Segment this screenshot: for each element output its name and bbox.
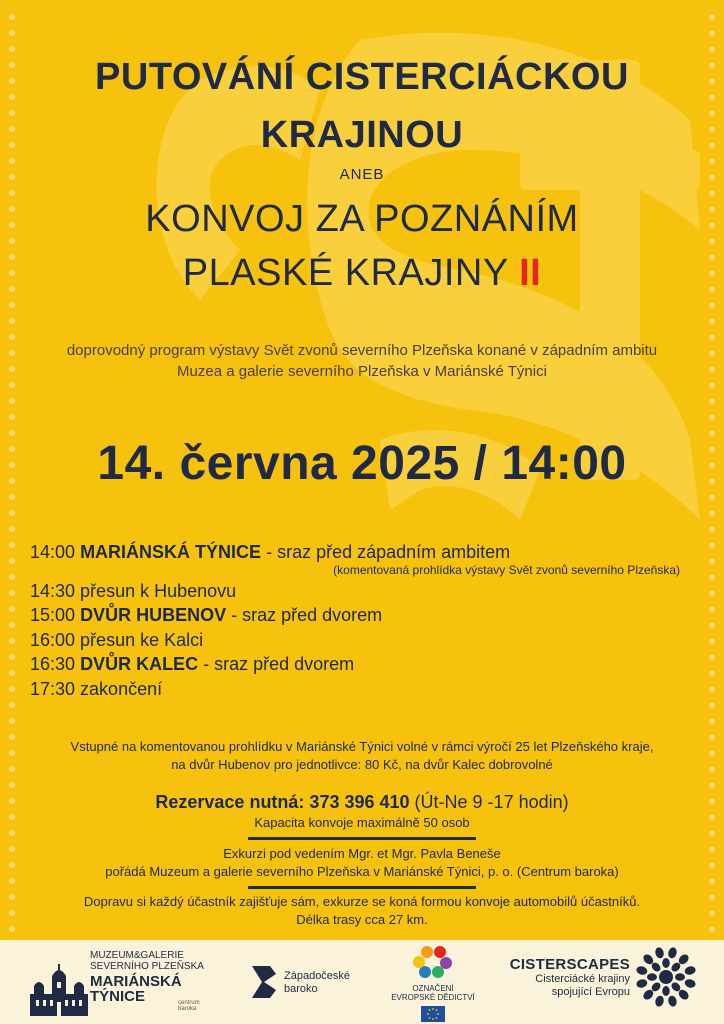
region-logo	[250, 964, 370, 1004]
schedule-row-5	[30, 652, 700, 677]
cisterscapes-logo	[495, 954, 720, 1018]
heritage-flower-icon	[413, 944, 453, 978]
church-icon	[28, 964, 90, 1018]
heritage-line1: OZNAČENÍ	[412, 984, 454, 993]
schedule-time: 15:00	[30, 605, 76, 625]
schedule-place: DVŮR HUBENOV	[80, 605, 227, 625]
main-title-line2: KRAJINOU	[260, 114, 464, 156]
rosette-petal	[675, 973, 685, 981]
entry-line1: Vstupné na komentovanou prohlídku v Mariánské Týnici volné v rámci výročí 25 let Plzeňského kraje,	[70, 739, 654, 754]
schedule-list	[30, 540, 700, 701]
schedule-text: zakončení	[75, 678, 163, 699]
subtitle-line2-text: PLASKÉ KRAJINY	[182, 252, 509, 294]
title-block	[0, 48, 724, 164]
heritage-line2: EVROPSKÉ DĚDICTVÍ	[391, 993, 475, 1002]
museum-big1: MARIÁNSKÁ	[90, 973, 182, 990]
rosette-petal	[684, 965, 697, 976]
reservation-hours: (Út-Ne 9 -17 hodin)	[414, 792, 569, 812]
rosette-petal	[635, 978, 648, 989]
museum-logo	[28, 950, 228, 1020]
schedule-row-6	[30, 677, 700, 702]
region-logo-icon	[250, 964, 278, 1000]
region-logo-text	[284, 970, 350, 996]
cisterscapes-rosette-icon	[635, 946, 697, 1008]
roman-numeral: II	[519, 252, 542, 294]
schedule-text: přesun ke Kalci	[75, 629, 204, 650]
rosette-petal	[684, 978, 697, 989]
rosette-petal	[654, 995, 665, 1008]
intro-text	[0, 340, 724, 382]
schedule-time: 14:00	[30, 542, 76, 562]
schedule-row-2	[30, 579, 700, 604]
rosette-petal	[667, 946, 678, 959]
rosette-petal	[654, 946, 665, 959]
footer-logos	[0, 940, 724, 1024]
entry-fee-text	[0, 738, 724, 774]
entry-line2: na dvůr Hubenov pro jednotlivce: 80 Kč, na dvůr Kalec dobrovolné	[171, 757, 553, 772]
schedule-time: 17:30	[30, 678, 76, 699]
heritage-logo-text	[383, 984, 483, 1002]
schedule-row-1	[30, 540, 700, 565]
transport-text	[0, 893, 724, 929]
schedule-place: MARIÁNSKÁ TÝNICE	[80, 542, 262, 562]
museum-tiny: centrum baroka	[178, 1000, 200, 1012]
divider-bottom	[248, 886, 476, 889]
schedule-time: 16:30	[30, 654, 76, 674]
aneb-label: ANEB	[339, 166, 385, 183]
cisterscapes-line2: spojující Evropu	[551, 986, 630, 998]
subtitle-block	[0, 192, 724, 300]
divider-top	[248, 837, 476, 840]
guide-line2: pořádá Muzeum a galerie severního Plzeňska v Mariánské Týnici, p. o. (Centrum baroka)	[105, 864, 619, 879]
schedule-text: - sraz před dvorem	[198, 654, 355, 674]
eu-flag-icon	[421, 1006, 445, 1022]
reservation-line	[0, 792, 724, 813]
reservation-phone: Rezervace nutná: 373 396 410	[155, 792, 410, 812]
rosette-petal	[662, 986, 670, 996]
capacity-text: Kapacita konvoje maximálně 50 osob	[254, 815, 470, 830]
museum-line1: MUZEUM&GALERIE	[90, 950, 184, 961]
rosette-petal	[635, 965, 648, 976]
guide-text	[0, 845, 724, 881]
museum-logo-text	[90, 950, 204, 1012]
subtitle-line2	[0, 246, 724, 300]
cisterscapes-title: CISTERSCAPES	[509, 956, 630, 973]
schedule-text: - sraz před západním ambitem	[261, 542, 511, 562]
region-line2: baroko	[284, 983, 318, 995]
schedule-note: (komentovaná prohlídka výstavy Svět zvonů severního Plzeňska)	[333, 562, 680, 577]
intro-line2: Muzea a galerie severního Plzeňska v Mariánské Týnici	[177, 363, 547, 380]
schedule-time: 16:00	[30, 629, 76, 650]
rosette-petal	[647, 973, 657, 981]
rosette-petal	[667, 995, 678, 1008]
schedule-place: DVŮR KALEC	[80, 654, 199, 674]
heritage-logo	[383, 944, 483, 1022]
guide-line1: Exkurzi pod vedením Mgr. et Mgr. Pavla Beneše	[223, 846, 501, 861]
region-line1: Západočeské	[284, 970, 351, 982]
transport-line2: Délka trasy cca 27 km.	[296, 912, 428, 927]
event-date: 14. června 2025 / 14:00	[97, 437, 627, 490]
transport-line1: Dopravu si každý účastník zajišťuje sám, exkurze se koná formou konvoje automobilů účastníků.	[83, 894, 641, 909]
schedule-row-4	[30, 628, 700, 653]
museum-big2: TÝNICE	[90, 988, 146, 1005]
cisterscapes-line1: Cisterciácké krajiny	[535, 973, 630, 985]
museum-line2: SEVERNÍHO PLZEŇSKA	[90, 961, 204, 972]
schedule-row-3	[30, 603, 700, 628]
subtitle-line1: KONVOJ ZA POZNÁNÍM	[145, 198, 579, 240]
rosette-petal	[662, 958, 670, 968]
schedule-text: - sraz před dvorem	[226, 605, 383, 625]
schedule-text: přesun k Hubenovu	[75, 580, 237, 601]
main-title-line1: PUTOVÁNÍ CISTERCIÁCKOU	[95, 56, 629, 98]
schedule-time: 14:30	[30, 580, 76, 601]
cisterscapes-text	[495, 956, 630, 999]
intro-line1: doprovodný program výstavy Svět zvonů severního Plzeňska konané v západním ambitu	[66, 342, 658, 359]
